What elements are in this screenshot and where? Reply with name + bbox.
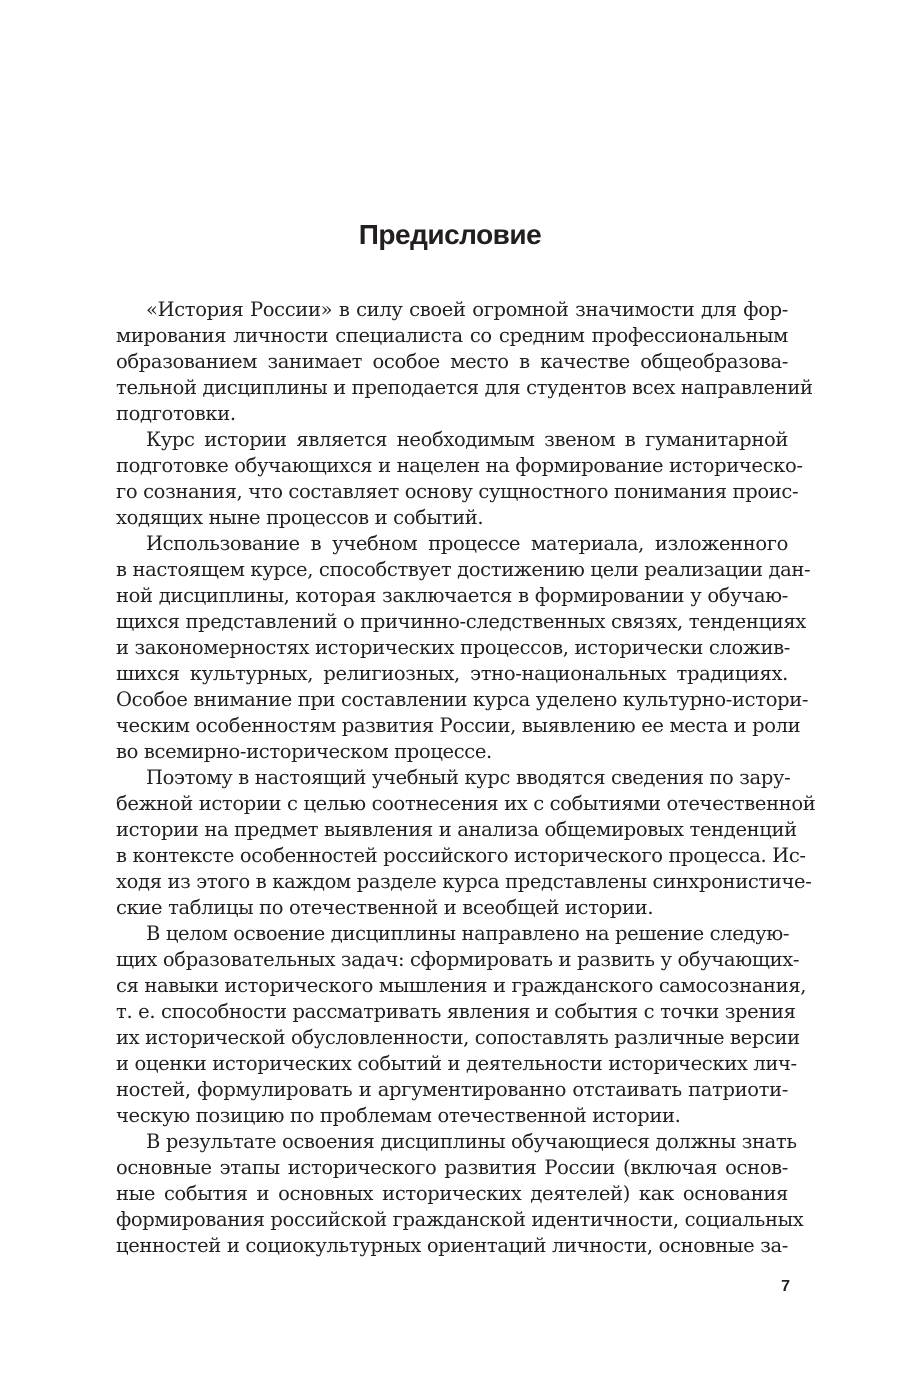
text-line: Поэтому в настоящий учебный курс вводятся сведения по зару- — [146, 766, 791, 789]
text-line: истории на предмет выявления и анализа общемировых тенденций — [116, 818, 797, 841]
text-line: щих образовательных задач: сформировать и развить у обучающих- — [116, 948, 800, 971]
text-line: в контексте особенностей российского исторического процесса. Ис- — [116, 844, 806, 867]
text-line: подготовке обучающихся и нацелен на формирование историческо- — [116, 454, 803, 477]
text-line: Особое внимание при составлении курса уделено культурно-истори- — [116, 688, 809, 711]
text-line: В результате освоения дисциплины обучающиеся должны знать — [146, 1130, 797, 1153]
page-title: Предисловие — [358, 219, 542, 250]
text-line: основные этапы исторического развития России (включая основ- — [116, 1156, 788, 1179]
text-line: Использование в учебном процессе материала, изложенного — [146, 532, 788, 555]
paragraph — [116, 765, 816, 921]
text-line: Курс истории является необходимым звеном в гуманитарной — [146, 428, 788, 451]
text-line: и закономерностях исторических процессов, исторически сложив- — [116, 636, 791, 659]
page-number: 7 — [781, 1278, 790, 1295]
text-line: щихся представлений о причинно-следственных связях, тенденциях — [116, 610, 806, 633]
paragraph — [116, 921, 807, 1129]
text-line: образованием занимает особое место в качестве общеобразова- — [116, 350, 788, 373]
text-line: ходящих ныне процессов и событий. — [116, 506, 484, 529]
text-line: ходя из этого в каждом разделе курса представлены синхронистиче- — [116, 870, 812, 893]
paragraph — [116, 531, 811, 765]
paragraph — [116, 1129, 804, 1259]
text-line: шихся культурных, религиозных, этно-национальных традициях. — [116, 662, 788, 685]
text-line: их исторической обусловленности, сопоставлять различные версии — [116, 1026, 800, 1049]
text-line: ские таблицы по отечественной и всеобщей истории. — [116, 896, 654, 919]
text-line: ные события и основных исторических деятелей) как основания — [116, 1182, 788, 1205]
text-line: во всемирно-историческом процессе. — [116, 740, 492, 763]
text-line: ческим особенностям развития России, выявлению ее места и роли — [116, 714, 801, 737]
text-line: мирования личности специалиста со средним профессиональным — [116, 324, 788, 347]
text-line: В целом освоение дисциплины направлено на решение следую- — [146, 922, 790, 945]
paragraph — [116, 297, 813, 427]
text-line: и оценки исторических событий и деятельности исторических лич- — [116, 1052, 797, 1075]
text-line: в настоящем курсе, способствует достижению цели реализации дан- — [116, 558, 811, 581]
text-line: тельной дисциплины и преподается для студентов всех направлений — [116, 376, 813, 399]
text-line: ценностей и социокультурных ориентаций личности, основные за- — [116, 1234, 788, 1257]
text-line: формирования российской гражданской идентичности, социальных — [116, 1208, 804, 1231]
text-line: т. е. способности рассматривать явления и события с точки зрения — [116, 1000, 796, 1023]
text-line: го сознания, что составляет основу сущностного понимания проис- — [116, 480, 799, 503]
text-line: «История России» в силу своей огромной значимости для фор- — [146, 298, 788, 321]
body-text — [116, 297, 816, 1259]
text-line: ной дисциплины, которая заключается в формировании у обучаю- — [116, 584, 788, 607]
text-line: подготовки. — [116, 402, 236, 425]
paragraph — [116, 427, 803, 531]
text-line: бежной истории с целью соотнесения их с событиями отечественной — [116, 792, 816, 815]
text-line: ческую позицию по проблемам отечественной истории. — [116, 1104, 681, 1127]
text-line: ся навыки исторического мышления и гражданского самосознания, — [116, 974, 807, 997]
text-line: ностей, формулировать и аргументированно отстаивать патриоти- — [116, 1078, 788, 1101]
